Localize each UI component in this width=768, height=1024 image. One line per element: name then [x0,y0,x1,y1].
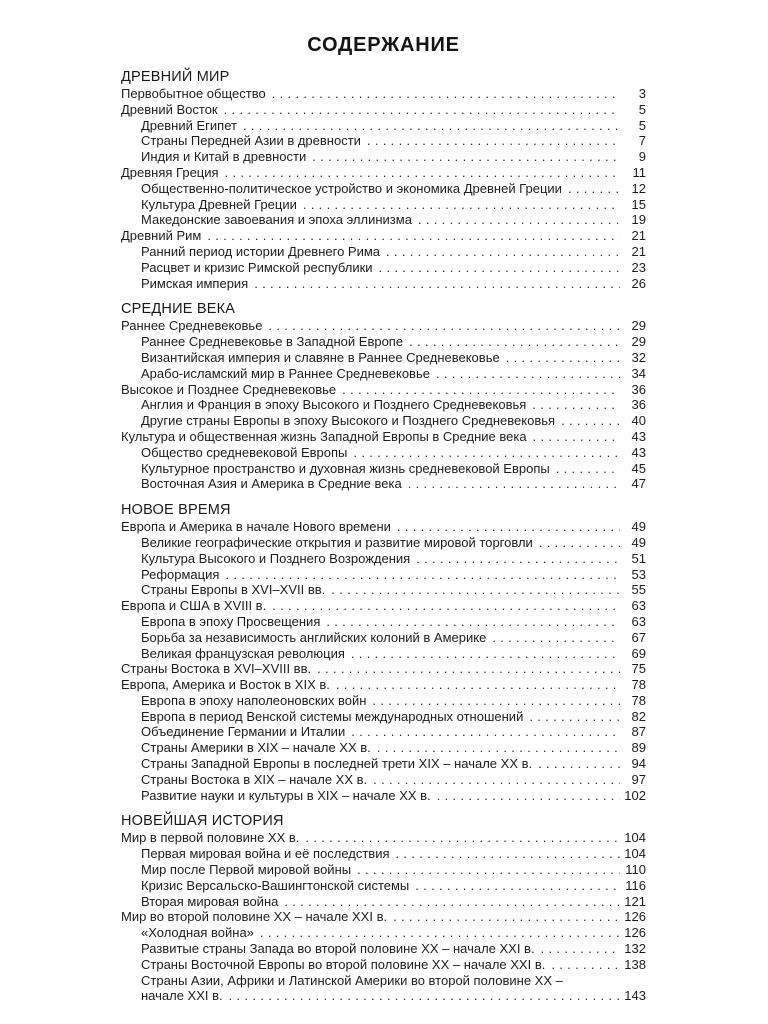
toc-entry-label: Римская империя [141,275,249,291]
toc-dot-leader [302,830,620,846]
toc-dot-leader [393,846,620,862]
toc-dot-leader [405,476,620,492]
toc-dot-leader [300,197,620,213]
toc-entry [121,740,646,756]
toc-entry [121,788,646,804]
toc-dot-leader [269,86,620,102]
toc-entry-label: Другие страны Европы в эпоху Высокого и Позднего Средневековья [141,413,556,429]
toc-dot-leader [434,788,620,804]
toc-entry-page: 55 [631,582,646,598]
toc-entry [121,846,646,862]
toc-dot-leader [548,957,620,973]
toc-entry-page: 67 [631,629,646,645]
toc-entry-label: Европа в эпоху наполеоновских войн [141,692,367,708]
toc-dot-leader [413,551,620,567]
toc-entry-page: 121 [624,893,646,909]
toc-dot-leader [257,925,620,941]
toc-entry-label: Страны Европы в XVI–XVII вв. [141,582,326,598]
toc-entry-label: Византийская империя и славяне в Раннее Средневековье [141,349,500,365]
toc-entry-page: 63 [631,598,646,614]
toc-entry-label: Европа в период Венской системы международных отношений [141,708,524,724]
toc-dot-leader [222,165,620,181]
toc-entry [121,878,646,894]
toc-section-header: СРЕДНИЕ ВЕКА [121,301,236,318]
toc-entry [121,445,646,461]
toc-dot-leader [526,709,620,725]
toc-entry-label: Древняя Греция [121,164,219,180]
toc-entry-label: Европа и Америка в начале Нового времени [121,519,391,535]
toc-dot-leader [489,630,620,646]
toc-dot-leader [364,133,620,149]
toc-entry [121,476,646,492]
toc-entry [121,973,646,989]
page-title: СОДЕРЖАНИЕ [307,34,460,56]
toc-entry [121,756,646,772]
toc-entry [121,894,646,910]
toc-dot-leader [251,276,620,292]
toc-entry-label: Древний Египет [141,117,237,133]
toc-entry-page: 5 [638,117,646,133]
toc-entry [121,567,646,583]
toc-entry [121,165,646,181]
toc-entry-page: 47 [631,476,646,492]
toc-dot-leader [558,413,620,429]
toc-entry-label: Европа, Америка и Восток в XIX в. [121,677,330,693]
toc-entry [121,133,646,149]
toc-entry [121,102,646,118]
toc-dot-leader [269,598,620,614]
toc-dot-leader [314,661,620,677]
toc-entry [121,614,646,630]
toc-dot-leader [412,878,620,894]
toc-entry-page: 9 [638,149,646,165]
toc-dot-leader [265,318,620,334]
toc-entry [121,260,646,276]
toc-entry-label: Раннее Средневековье [121,318,263,334]
toc-section [121,301,646,492]
toc-entry-page: 29 [631,334,646,350]
toc-entry-page: 75 [631,661,646,677]
toc-entry [121,366,646,382]
toc-entry-page: 78 [631,692,646,708]
toc-entry-page: 43 [631,444,646,460]
toc-entry-page: 26 [631,275,646,291]
toc-entry-label: Высокое и Позднее Средневековье [121,381,337,397]
toc-entry-page: 32 [631,349,646,365]
toc-entry-page: 15 [631,196,646,212]
toc-entry [121,925,646,941]
toc-entry-page: 12 [631,180,646,196]
toc-entry [121,582,646,598]
toc-dot-leader [376,260,620,276]
toc-entry-page: 11 [632,164,646,180]
toc-entry-label: Общество средневековой Европы [141,444,348,460]
toc-dot-leader [536,535,620,551]
toc-entry [121,244,646,260]
toc-entry [121,413,646,429]
toc-dot-leader [221,102,620,118]
toc-list [121,69,646,1004]
toc-entry-label: Англия и Франция в эпоху Высокого и Позднего Средневековья [141,397,527,413]
toc-entry-page: 3 [638,86,646,101]
toc-entry-label: Страны Востока в XVI–XVIII вв. [121,661,312,677]
toc-entry-page: 78 [631,677,646,693]
toc-dot-leader [369,693,620,709]
toc-entry-label: Реформация [141,566,220,582]
toc-entry-label: Культура и общественная жизнь Западной Европы в Средние века [121,428,527,444]
toc-entry [121,212,646,228]
toc-entry [121,181,646,197]
toc-entry [121,228,646,244]
toc-entry-page: 132 [624,941,646,957]
toc-entry-label: Страны Америки в XIX – начале XX в. [141,740,371,756]
toc-entry-label: Страны Азии, Африки и Латинской Америки во второй половине XX – [141,972,563,988]
toc-entry-label: Кризис Версальско-Вашингтонской системы [141,877,410,893]
toc-entry-label: Культура Высокого и Позднего Возрождения [141,550,411,566]
toc-dot-leader [333,677,620,693]
toc-entry-page: 53 [631,566,646,582]
toc-entry-label: Индия и Китай в древности [141,149,307,165]
toc-entry-page: 87 [631,724,646,740]
toc-entry-page: 36 [631,397,646,413]
toc-entry-page: 45 [631,460,646,476]
toc-entry [121,862,646,878]
toc-entry-label: начале XXI в. [141,988,223,1004]
toc-entry-page: 49 [631,519,646,535]
toc-entry-page: 7 [638,133,646,149]
toc-dot-leader [204,228,620,244]
toc-entry-label: Мир после Первой мировой войны [141,862,352,878]
toc-entry-page: 110 [625,862,646,878]
toc-entry [121,724,646,740]
toc-entry-label: Македонские завоевания и эпоха эллинизма [141,212,412,228]
toc-dot-leader [553,461,620,477]
toc-entry-page: 138 [624,956,646,972]
toc-entry-page: 36 [631,381,646,397]
toc-entry-label: Арабо-исламский мир в Раннее Средневековье [141,365,430,381]
toc-dot-leader [394,519,620,535]
toc-dot-leader [354,862,620,878]
toc-entry-page: 102 [624,787,646,803]
toc-entry-page: 89 [631,740,646,756]
toc-dot-leader [538,941,620,957]
toc-dot-leader [323,614,620,630]
toc-dot-leader [503,350,620,366]
toc-entry-page: 143 [624,988,646,1004]
toc-section-header: НОВОЕ ВРЕМЯ [121,502,231,519]
toc-entry-page: 5 [638,101,646,117]
toc-entry [121,397,646,413]
toc-dot-leader [390,909,620,925]
toc-entry [121,693,646,709]
toc-entry [121,350,646,366]
toc-entry [121,909,646,925]
toc-entry-page: 51 [631,550,646,566]
toc-dot-leader [348,646,620,662]
toc-dot-leader [529,397,620,413]
toc-dot-leader [348,724,620,740]
toc-entry [121,661,646,677]
toc-entry-page: 63 [631,613,646,629]
toc-entry-page: 34 [631,365,646,381]
toc-entry-label: Европа в эпоху Просвещения [141,613,321,629]
toc-entry [121,86,646,102]
toc-entry [121,318,646,334]
toc-entry-label: Древний Рим [121,228,202,244]
toc-dot-leader [565,181,620,197]
toc-entry-page: 126 [624,925,646,941]
toc-entry [121,276,646,292]
toc-entry-label: Культурное пространство и духовная жизнь средневековой Европы [141,460,550,476]
toc-entry [121,830,646,846]
toc-entry-label: Великая французская революция [141,645,345,661]
toc-entry-label: Ранний период истории Древнего Рима [141,243,381,259]
toc-entry-label: Культура Древней Греции [141,196,297,212]
toc-section [121,69,646,291]
toc-entry-page: 29 [631,318,646,334]
toc-dot-leader [530,429,620,445]
toc-entry-page: 49 [631,534,646,550]
toc-dot-leader [370,772,620,788]
toc-dot-leader [433,366,620,382]
toc-section [121,813,646,1004]
toc-entry-label: Борьба за независимость английских колоний в Америке [141,629,487,645]
toc-entry-page: 21 [631,228,646,244]
toc-entry [121,535,646,551]
toc-dot-leader [406,334,620,350]
toc-entry-page: 19 [631,212,646,228]
toc-entry-label: Страны Востока в XIX – начале XX в. [141,771,368,787]
toc-entry [121,646,646,662]
toc-entry [121,988,646,1004]
toc-dot-leader [281,894,620,910]
toc-entry-page: 43 [631,428,646,444]
toc-entry [121,429,646,445]
toc-dot-leader [415,212,620,228]
toc-entry-page: 104 [624,846,646,862]
toc-entry-page: 116 [625,877,646,893]
toc-dot-leader [222,567,620,583]
toc-dot-leader [350,445,620,461]
toc-entry-label: Европа и США в XVIII в. [121,598,267,614]
toc-entry-label: Великие географические открытия и развитие мировой торговли [141,534,533,550]
toc-entry [121,461,646,477]
toc-entry-label: Первобытное общество [121,86,266,101]
toc-dot-leader [374,740,620,756]
toc-entry-label: Мир во второй половине XX – начале XXI в. [121,909,388,925]
toc-entry-page: 23 [631,259,646,275]
toc-entry-page: 104 [624,830,646,846]
toc-dot-leader [535,756,620,772]
toc-entry [121,772,646,788]
toc-entry-label: Страны Восточной Европы во второй половине XX – начале XXI в. [141,956,546,972]
toc-entry [121,551,646,567]
toc-entry-label: «Холодная война» [141,925,254,941]
toc-dot-leader [383,244,620,260]
toc-entry [121,334,646,350]
toc-entry-label: Вторая мировая война [141,893,279,909]
toc-entry-page: 69 [631,645,646,661]
toc-entry-label: Древний Восток [121,101,218,117]
toc-entry [121,709,646,725]
toc-entry-label: Восточная Азия и Америка в Средние века [141,476,402,492]
toc-entry-label: Страны Западной Европы в последней трети XIX – начале XX в. [141,756,533,772]
toc-dot-leader [240,118,620,134]
toc-entry [121,382,646,398]
toc-entry-label: Расцвет и кризис Римской республики [141,259,373,275]
toc-entry [121,149,646,165]
toc-entry-label: Развитые страны Запада во второй половине XX – начале XXI в. [141,941,535,957]
toc-entry-label: Первая мировая война и её последствия [141,846,390,862]
toc-section-header: НОВЕЙШАЯ ИСТОРИЯ [121,813,284,830]
toc-entry-page: 94 [631,756,646,772]
toc-entry-page: 97 [631,771,646,787]
toc-entry-page: 21 [631,243,646,259]
toc-dot-leader [309,149,620,165]
toc-entry [121,519,646,535]
toc-dot-leader [328,582,620,598]
toc-entry [121,630,646,646]
toc-entry [121,941,646,957]
toc-entry [121,598,646,614]
toc-entry-label: Раннее Средневековье в Западной Европе [141,334,404,350]
toc-entry-page: 40 [631,413,646,429]
toc-entry-label: Страны Передней Азии в древности [141,133,361,149]
toc-section [121,502,646,803]
toc-entry-label: Развитие науки и культуры в XIX – начале XX в. [141,787,431,803]
toc-entry-page: 126 [624,909,646,925]
toc-dot-leader [226,988,620,1004]
toc-entry-label: Общественно-политическое устройство и экономика Древней Греции [141,180,562,196]
toc-entry [121,677,646,693]
toc-section-header: ДРЕВНИЙ МИР [121,69,230,85]
toc-entry-page: 82 [631,708,646,724]
toc-entry-label: Объединение Германии и Италии [141,724,346,740]
toc-entry [121,197,646,213]
toc-entry [121,118,646,134]
toc-dot-leader [339,382,620,398]
toc-entry [121,957,646,973]
toc-entry-label: Мир в первой половине XX в. [121,830,300,846]
